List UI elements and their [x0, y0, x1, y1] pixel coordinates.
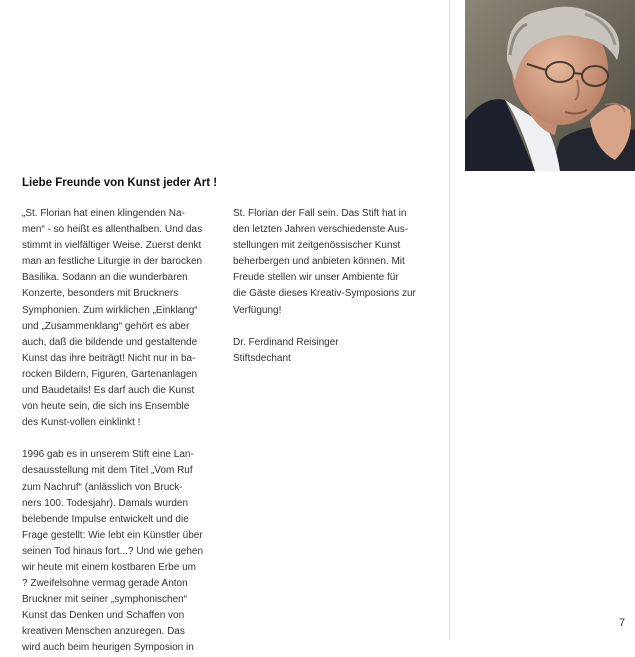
- text-line: beherbergen und anbieten können. Mit: [233, 256, 405, 268]
- page-number: 7: [619, 617, 626, 629]
- text-line: men“ - so heißt es allenthalben. Und das: [22, 224, 203, 236]
- text-line: 1996 gab es in unserem Stift eine Lan-: [22, 449, 194, 461]
- text-line: St. Florian der Fall sein. Das Stift hat in: [233, 208, 407, 219]
- text-line: wir heute mit einem kostbaren Erbe um: [22, 561, 196, 573]
- text-line: seinen Tod hinaus fort...? Und wie gehen: [22, 545, 204, 557]
- text-line: zum Nachruf“ (anlässlich von Bruck-: [22, 481, 183, 493]
- text-line: belebende Impulse entwickelt und die: [22, 513, 189, 525]
- text-line: und „Zusammenklang“ gehört es aber: [22, 320, 190, 332]
- text-line: des Kunst-vollen einklinkt !: [22, 417, 141, 429]
- text-line: Freude stellen wir unser Ambiente für: [233, 272, 399, 284]
- text-line: Frage gestellt: Wie lebt ein Künstler über: [22, 529, 203, 541]
- text-line: auch, daß die bildende und gestaltende: [22, 336, 198, 348]
- text-line: wird auch beim heurigen Symposion in: [22, 642, 194, 654]
- text-line: kreativen Menschen anzuregen. Das: [22, 626, 185, 638]
- text-line: Kunst das ihre beiträgt! Nicht nur in ba-: [22, 352, 196, 364]
- text-line: man an festliche Liturgie in der barocken: [22, 256, 203, 268]
- text-line: Kunst das Denken und Schaffen von: [22, 610, 185, 622]
- text-column-right: [233, 206, 428, 367]
- text-line: Symphonien. Zum wirklichen „Einklang“: [22, 304, 198, 316]
- signature-title: Stiftsdechant: [233, 352, 291, 364]
- text-line: Bruckner mit seiner „symphonischen“: [22, 594, 188, 606]
- text-line: ? Zweifelsohne vermag gerade Anton: [22, 578, 188, 590]
- portrait-photo: [465, 0, 635, 171]
- text-line: Konzerte, besonders mit Bruckners: [22, 288, 179, 300]
- letter-heading: Liebe Freunde von Kunst jeder Art !: [22, 177, 218, 189]
- paragraph-intro: [22, 206, 207, 431]
- text-line: Verfügung!: [233, 304, 282, 316]
- signature-block: [233, 335, 428, 367]
- paragraph-history: [22, 447, 207, 656]
- text-line: die Gäste dieses Kreativ-Symposions zur: [233, 288, 416, 300]
- text-line: „St. Florian hat einen klingenden Na-: [22, 208, 185, 219]
- text-line: Basilika. Sodann an die wunderbaren: [22, 272, 188, 284]
- text-line: von heute sein, die sich ins Ensemble: [22, 401, 190, 413]
- signature-name: Dr. Ferdinand Reisinger: [233, 336, 339, 348]
- text-line: den letzten Jahren verschiedenste Aus-: [233, 224, 409, 236]
- text-column-left: [22, 206, 207, 657]
- text-line: ners 100. Todesjahr). Damals wurden: [22, 497, 189, 509]
- text-line: desausstellung mit dem Titel „Vom Ruf: [22, 465, 193, 477]
- text-line: und Baudetails! Es darf auch die Kunst: [22, 385, 195, 397]
- text-line: stimmt in vielfältiger Weise. Zuerst denkt: [22, 240, 202, 252]
- paragraph-continuation: [233, 206, 428, 319]
- text-line: rocken Bildern, Figuren, Gartenanlagen: [22, 368, 198, 380]
- text-line: stellungen mit zeitgenössischer Kunst: [233, 240, 401, 252]
